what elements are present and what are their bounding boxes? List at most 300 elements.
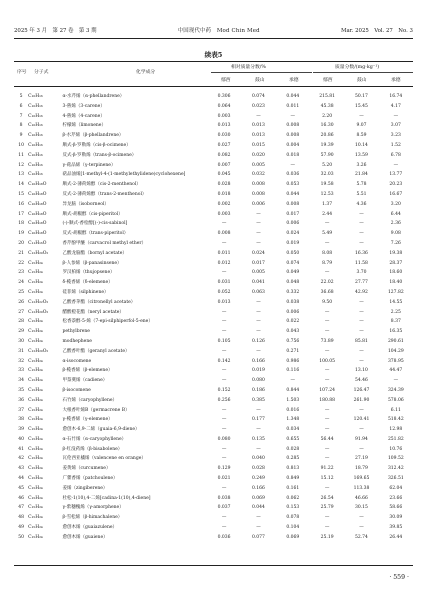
mass-fraction-gushan: — xyxy=(359,515,364,521)
mass-fraction-gushan: — xyxy=(359,211,364,217)
relative-mass-gushan: 0.024 xyxy=(251,250,265,256)
compound-name: β-榄香烯（β-elemene） xyxy=(62,368,113,374)
relative-mass-chengde: 0.655 xyxy=(286,436,300,442)
relative-mass-chengde: 0.271 xyxy=(286,348,300,354)
mass-fraction-chengde: 518.42 xyxy=(387,417,404,423)
mass-fraction-yanxi: 180.88 xyxy=(319,397,335,403)
col-header-index: 序号 xyxy=(17,70,27,75)
mass-fraction-gushan: 13.59 xyxy=(355,152,368,158)
row-index: 46 xyxy=(18,495,24,501)
relative-mass-chengde: 0.849 xyxy=(286,476,300,482)
mass-fraction-chengde: 23.66 xyxy=(389,495,403,501)
mass-fraction-chengde: 13.77 xyxy=(389,172,403,178)
molecular-formula: C₁₀H₁₆ xyxy=(28,123,43,129)
relative-mass-yanxi: — xyxy=(221,240,227,246)
compound-name: 愈创木-6,9-二烯（guaia-6,9-diene） xyxy=(62,427,140,433)
relative-mass-yanxi: 0.142 xyxy=(217,358,231,364)
col-group-relative-mass: 相对质量分数/% xyxy=(231,65,266,70)
row-index: 23 xyxy=(18,270,24,276)
compound-name: 乙酸龙脑酯（bornyl acetate） xyxy=(62,250,127,256)
relative-mass-chengde: 0.285 xyxy=(286,456,300,462)
relative-mass-gushan: 0.249 xyxy=(251,476,265,482)
mass-fraction-yanxi: 12.53 xyxy=(320,191,334,197)
mass-fraction-chengde: 3.23 xyxy=(390,133,401,139)
table-row xyxy=(14,415,413,425)
mass-fraction-gushan: 52.74 xyxy=(355,534,368,540)
relative-mass-chengde: 0.018 xyxy=(286,152,300,158)
mass-fraction-gushan: 9.07 xyxy=(356,123,367,129)
row-index: 11 xyxy=(18,152,24,158)
relative-mass-yanxi: 0.028 xyxy=(217,182,231,188)
row-index: 41 xyxy=(18,446,24,452)
compound-name: 广藿香烯（patchoulene） xyxy=(62,476,118,482)
table-row xyxy=(14,484,413,494)
molecular-formula: C₁₀H₁₈O xyxy=(28,221,47,227)
molecular-formula: C₁₀H₁₆ xyxy=(28,94,43,99)
relative-mass-chengde: 0.062 xyxy=(286,495,300,501)
mass-fraction-chengde: 324.39 xyxy=(387,387,404,393)
relative-mass-yanxi: 0.052 xyxy=(217,289,231,295)
mass-fraction-yanxi: 5.20 xyxy=(322,162,333,168)
table-header-rule xyxy=(14,86,413,87)
relative-mass-gushan: — xyxy=(256,329,261,335)
molecular-formula: C₁₀H₁₆ xyxy=(28,133,43,139)
table-row xyxy=(14,327,413,337)
mass-fraction-gushan: 5.78 xyxy=(356,182,367,188)
table-row xyxy=(14,308,413,318)
molecular-formula: C₁₅H₂₄ xyxy=(28,368,43,374)
table-row xyxy=(14,366,413,376)
relative-mass-yanxi: 0.018 xyxy=(217,191,231,197)
compound-name: 顺式-2-薄荷烯醇（cis-2-menthenol） xyxy=(62,182,141,188)
row-index: 9 xyxy=(19,133,23,139)
row-index: 42 xyxy=(18,456,24,462)
compound-name: 柠檬烯（limonene） xyxy=(62,123,106,129)
mass-fraction-chengde: 8.37 xyxy=(390,319,401,325)
mass-fraction-gushan: — xyxy=(359,446,364,452)
mass-fraction-gushan: 3.70 xyxy=(356,270,367,276)
mass-fraction-gushan: 30.15 xyxy=(355,505,368,511)
relative-mass-gushan: 0.008 xyxy=(251,191,265,197)
header-rule xyxy=(14,38,413,39)
relative-mass-yanxi: — xyxy=(221,368,227,374)
table-row xyxy=(14,533,413,543)
relative-mass-gushan: — xyxy=(256,348,261,354)
relative-mass-yanxi: 0.021 xyxy=(217,476,231,482)
relative-mass-yanxi: 0.031 xyxy=(217,280,231,286)
relative-mass-chengde: 0.986 xyxy=(286,358,300,364)
table-row xyxy=(14,298,413,308)
relative-mass-chengde: 0.844 xyxy=(286,387,300,393)
table-row xyxy=(14,161,413,171)
mass-fraction-gushan: 3.26 xyxy=(356,162,367,168)
mass-fraction-chengde: 290.61 xyxy=(387,338,404,344)
molecular-formula: C₁₂H₂₂O₂ xyxy=(28,299,49,305)
compound-name: 乙酸香叶酯（geranyl acetate） xyxy=(62,348,130,354)
mass-fraction-yanxi: — xyxy=(324,378,330,384)
relative-mass-chengde: 0.004 xyxy=(286,142,300,148)
relative-mass-yanxi: 0.105 xyxy=(217,338,231,344)
molecular-formula: C₁₅H₂₄ xyxy=(28,319,43,325)
molecular-formula: C₁₅H₂₄ xyxy=(28,436,43,442)
compound-name: 甲萘薁烯（cadiene） xyxy=(62,378,108,384)
table-row xyxy=(14,494,413,504)
mass-fraction-yanxi: 215.81 xyxy=(319,94,335,99)
mass-fraction-chengde: 12.98 xyxy=(389,427,403,433)
relative-mass-gushan: — xyxy=(256,240,261,246)
relative-mass-yanxi: 0.256 xyxy=(217,397,231,403)
mass-fraction-gushan: — xyxy=(359,348,364,354)
mass-fraction-chengde: 39.85 xyxy=(389,525,403,531)
relative-mass-chengde: 0.008 xyxy=(286,201,300,207)
relative-mass-yanxi: 0.008 xyxy=(217,231,231,237)
molecular-formula: C₁₀H₁₆ xyxy=(28,152,43,158)
mass-fraction-yanxi: 20.86 xyxy=(320,133,334,139)
relative-mass-yanxi: — xyxy=(221,446,227,452)
molecular-formula: C₁₅H₂₄ xyxy=(28,476,43,482)
row-index: 33 xyxy=(18,368,24,374)
mass-fraction-chengde: 18.40 xyxy=(389,280,403,286)
mass-fraction-gushan: 85.81 xyxy=(355,338,368,344)
relative-mass-gushan: 0.074 xyxy=(251,94,265,99)
relative-mass-gushan: 0.020 xyxy=(251,152,265,158)
compound-name: 反式-2-薄荷烯醇（trans-2-menthenol） xyxy=(62,191,147,197)
relative-mass-gushan: 0.008 xyxy=(251,182,265,188)
relative-mass-chengde: 0.116 xyxy=(286,368,300,374)
compound-name: 萜品油烯[1-methyl-4-(1-methylethylidene)cyclohexene] xyxy=(62,172,186,178)
relative-mass-yanxi: 0.012 xyxy=(217,260,231,266)
row-index: 32 xyxy=(18,358,24,364)
mass-fraction-chengde: — xyxy=(393,162,399,168)
relative-mass-yanxi: 0.152 xyxy=(217,387,231,393)
mass-fraction-chengde: 109.52 xyxy=(387,456,404,462)
table-row xyxy=(14,386,413,396)
relative-mass-chengde: 0.044 xyxy=(286,191,300,197)
relative-mass-gushan: — xyxy=(256,221,261,227)
mass-fraction-chengde: 2.25 xyxy=(390,309,401,315)
compound-name: 石竹烯（caryophyllene） xyxy=(62,397,118,403)
molecular-formula: C₁₀H₁₆ xyxy=(28,142,43,148)
molecular-formula: C₁₀H₁₈O xyxy=(28,231,47,237)
row-index: 38 xyxy=(18,417,24,423)
mass-fraction-gushan: — xyxy=(359,329,364,335)
mass-fraction-yanxi: 36.68 xyxy=(320,289,334,295)
table-row xyxy=(14,131,413,141)
mass-fraction-gushan: — xyxy=(359,231,364,237)
compound-name: 反式-β-罗勒烯（trans-β-ocimene） xyxy=(62,152,137,158)
row-index: 48 xyxy=(18,515,24,521)
mass-fraction-yanxi: — xyxy=(324,221,330,227)
compound-name: 瓦伦西亚橘烯（valencene en orange） xyxy=(62,456,146,462)
mass-fraction-gushan: — xyxy=(359,221,364,227)
mass-fraction-chengde: 62.04 xyxy=(389,485,403,491)
relative-mass-chengde: 0.017 xyxy=(286,211,300,217)
molecular-formula: C₁₅H₂₄ xyxy=(28,417,43,423)
site-header: 鄢西 xyxy=(221,78,231,83)
mass-fraction-yanxi: — xyxy=(324,368,330,374)
mass-fraction-gushan: — xyxy=(359,319,364,325)
relative-mass-yanxi: 0.045 xyxy=(217,172,231,178)
row-index: 7 xyxy=(19,113,23,119)
compound-name: δ-榄香烯（δ-elemene） xyxy=(62,280,113,286)
mass-fraction-yanxi: — xyxy=(324,309,330,315)
relative-mass-yanxi: 0.003 xyxy=(217,211,231,217)
molecular-formula: C₁₀H₁₆ xyxy=(28,172,43,178)
row-index: 36 xyxy=(18,397,24,403)
row-index: 12 xyxy=(18,162,24,168)
relative-mass-gushan: 0.177 xyxy=(251,417,265,423)
relative-mass-chengde: 0.074 xyxy=(286,260,300,266)
relative-mass-yanxi: — xyxy=(221,515,227,521)
mass-fraction-yanxi: 73.89 xyxy=(320,338,334,344)
molecular-formula: C₁₅H₂₄ xyxy=(28,534,43,540)
molecular-formula: C₁₅H₂₄ xyxy=(28,289,43,295)
relative-mass-yanxi: 0.129 xyxy=(217,466,231,472)
mass-fraction-chengde: 104.29 xyxy=(387,348,404,354)
mass-fraction-chengde: 1.52 xyxy=(390,142,401,148)
mass-fraction-yanxi: — xyxy=(324,417,330,423)
relative-mass-chengde: 0.006 xyxy=(286,221,300,227)
table-row xyxy=(14,121,413,131)
molecular-formula: C₁₅H₂₄ xyxy=(28,505,43,511)
mass-fraction-gushan: 10.14 xyxy=(355,142,368,148)
table-row xyxy=(14,337,413,347)
mass-fraction-yanxi: — xyxy=(324,427,330,433)
relative-mass-chengde: 0.019 xyxy=(286,240,300,246)
site-header: 鼓山 xyxy=(357,78,367,83)
mass-fraction-chengde: 20.23 xyxy=(389,182,403,188)
relative-mass-gushan: 0.166 xyxy=(251,485,265,491)
table-row xyxy=(14,151,413,161)
relative-mass-gushan: — xyxy=(256,211,261,217)
row-index: 16 xyxy=(18,201,24,207)
row-index: 21 xyxy=(18,250,24,256)
relative-mass-gushan: 0.019 xyxy=(251,368,265,374)
mass-fraction-gushan: 46.66 xyxy=(355,495,368,501)
mass-fraction-yanxi: — xyxy=(324,319,330,325)
relative-mass-chengde: 0.044 xyxy=(286,94,300,99)
relative-mass-chengde: 0.049 xyxy=(286,270,300,276)
relative-mass-gushan: — xyxy=(256,407,261,413)
relative-mass-yanxi: — xyxy=(221,319,227,325)
relative-mass-yanxi: — xyxy=(221,270,227,276)
row-index: 25 xyxy=(18,289,24,295)
table-row xyxy=(14,376,413,386)
relative-mass-chengde: 0.078 xyxy=(286,515,300,521)
compound-name: β-水芹烯（β-phellandrene） xyxy=(62,133,124,139)
mass-fraction-chengde: 19.38 xyxy=(389,250,403,256)
relative-mass-gushan: 0.126 xyxy=(251,338,265,344)
mass-fraction-chengde: 578.06 xyxy=(387,397,404,403)
table-row xyxy=(14,445,413,455)
mass-fraction-gushan: 120.41 xyxy=(353,417,370,423)
molecular-formula: C₁₅H₂₄ xyxy=(28,387,43,393)
compound-name: β-isocomene xyxy=(62,387,91,393)
mass-fraction-yanxi: 5.49 xyxy=(322,231,333,237)
mass-fraction-yanxi: 56.44 xyxy=(320,436,334,442)
col-header-compound: 化学成分 xyxy=(136,70,156,75)
relative-mass-gushan: 0.069 xyxy=(251,495,265,501)
relative-mass-chengde: 0.048 xyxy=(286,280,300,286)
relative-mass-gushan: 0.013 xyxy=(251,133,265,139)
row-index: 29 xyxy=(18,329,24,335)
relative-mass-gushan: 0.063 xyxy=(251,289,265,295)
compound-name: 4-蒈烯（4-carene） xyxy=(62,113,105,119)
mass-fraction-chengde: 18.60 xyxy=(389,270,403,276)
molecular-formula: C₁₅H₂₄ xyxy=(28,329,43,335)
table-row xyxy=(14,268,413,278)
mass-fraction-yanxi: 25.79 xyxy=(320,505,334,511)
compound-name: 香芹酚甲醚（carvacrol methyl ether） xyxy=(62,240,147,246)
relative-mass-chengde: 0.028 xyxy=(286,446,300,452)
mass-fraction-yanxi: — xyxy=(324,446,330,452)
row-index: 31 xyxy=(18,348,24,354)
mass-fraction-yanxi: 2.44 xyxy=(322,211,333,217)
molecular-formula: C₁₅H₂₄ xyxy=(28,338,43,344)
relative-mass-gushan: — xyxy=(256,427,261,433)
mass-fraction-yanxi: 25.19 xyxy=(320,534,334,540)
relative-mass-chengde: — xyxy=(290,113,296,119)
table-row xyxy=(14,474,413,484)
relative-mass-yanxi: 0.080 xyxy=(217,436,231,442)
relative-mass-yanxi: 0.003 xyxy=(217,113,231,119)
row-index: 49 xyxy=(18,525,24,531)
relative-mass-chengde: 0.008 xyxy=(286,123,300,129)
mass-fraction-yanxi: 32.03 xyxy=(320,172,334,178)
mass-fraction-gushan: 4.36 xyxy=(356,201,367,207)
compound-name: 顺式-胡椒醇（cis-piperitol） xyxy=(62,211,123,217)
row-index: 37 xyxy=(18,407,24,413)
relative-mass-yanxi: 0.306 xyxy=(217,94,231,99)
molecular-formula: C₁₅H₂₄ xyxy=(28,466,43,472)
relative-mass-gushan: 0.040 xyxy=(251,456,265,462)
mass-fraction-chengde: 6.78 xyxy=(390,152,401,158)
mass-fraction-gushan: 15.45 xyxy=(355,103,368,109)
compound-name: 顺式-β-罗勒烯（cis-β-ocimene） xyxy=(62,142,131,148)
table-body xyxy=(14,92,413,543)
mass-fraction-chengde: 44.47 xyxy=(389,368,403,374)
mass-fraction-chengde: 16.35 xyxy=(389,329,403,335)
molecular-formula: C₁₅H₂₄ xyxy=(28,280,43,286)
row-index: 6 xyxy=(19,103,23,109)
mass-fraction-chengde: 26.44 xyxy=(389,534,403,540)
molecular-formula: C₁₅H₂₄ xyxy=(28,270,43,276)
table-row xyxy=(14,112,413,122)
compound-name: 松香萘醇-5-烯（7-epi-silphiperfol-5-ene） xyxy=(62,319,153,325)
mass-fraction-chengde: 6.44 xyxy=(390,211,401,217)
relative-mass-chengde: 0.104 xyxy=(286,525,300,531)
relative-mass-gushan: — xyxy=(256,319,261,325)
row-index: 30 xyxy=(18,338,24,344)
mass-fraction-chengde: 127.82 xyxy=(387,289,404,295)
relative-mass-gushan: 0.005 xyxy=(251,270,265,276)
compound-name: (-)-顺式-香桧醇[(-)-cis-sabinol] xyxy=(62,221,128,227)
compound-name: β-雪松烯（β-himachalene） xyxy=(62,515,123,521)
relative-mass-chengde: 0.034 xyxy=(286,427,300,433)
compound-name: 3-蒈烯（3-carene） xyxy=(62,103,105,109)
molecular-formula: C₁₅H₂₄ xyxy=(28,427,43,433)
journal-name: 中国现代中药 Mod Chin Med xyxy=(177,28,260,34)
relative-mass-gushan: 0.041 xyxy=(251,280,265,286)
compound-name: 愈创木烯（guaiazulene） xyxy=(62,525,118,531)
relative-mass-chengde: 0.756 xyxy=(286,338,300,344)
mass-fraction-gushan: — xyxy=(359,299,364,305)
relative-mass-chengde: 0.008 xyxy=(286,133,300,139)
relative-mass-chengde: 0.024 xyxy=(286,231,300,237)
relative-mass-yanxi: — xyxy=(221,525,227,531)
table-row xyxy=(14,406,413,416)
mass-fraction-gushan: — xyxy=(359,407,364,413)
row-index: 27 xyxy=(18,309,24,315)
mass-fraction-chengde: 378.95 xyxy=(387,358,404,364)
mass-fraction-gushan: — xyxy=(359,309,364,315)
molecular-formula: C₁₀H₁₆ xyxy=(28,162,43,168)
row-index: 45 xyxy=(18,485,24,491)
mass-fraction-gushan: 27.77 xyxy=(355,280,368,286)
issue-info-english: Mar. 2025 Vol. 27 No. 3 xyxy=(340,28,413,34)
mass-fraction-yanxi: 19.39 xyxy=(320,142,334,148)
relative-mass-gushan: 0.023 xyxy=(251,103,265,109)
compound-table xyxy=(14,92,413,543)
compound-name: γ-榄香烯（γ-elemene） xyxy=(62,417,113,423)
compound-name: 醋酸橙花酯（neryl acetate） xyxy=(62,309,124,315)
mass-fraction-gushan: 261.90 xyxy=(353,397,370,403)
mass-fraction-yanxi: — xyxy=(324,270,330,276)
mass-fraction-chengde: 14.55 xyxy=(389,299,403,305)
table-row xyxy=(14,503,413,513)
row-index: 47 xyxy=(18,505,24,511)
compound-name: 大根香叶烯B（germacrene B） xyxy=(62,407,130,413)
relative-mass-chengde: 0.161 xyxy=(286,485,300,491)
molecular-formula: C₁₅H₂₄ xyxy=(28,525,43,531)
group-rule-relative xyxy=(211,72,312,73)
table-row xyxy=(14,219,413,229)
relative-mass-gushan: 0.135 xyxy=(251,436,265,442)
mass-fraction-chengde: 4.17 xyxy=(390,103,401,109)
mass-fraction-gushan: 113.38 xyxy=(353,485,370,491)
table-row xyxy=(14,239,413,249)
mass-fraction-gushan: 91.94 xyxy=(355,436,368,442)
compound-name: modhephene xyxy=(62,338,92,344)
relative-mass-chengde: 1.348 xyxy=(286,417,300,423)
mass-fraction-yanxi: — xyxy=(324,485,330,491)
compound-name: pethylbrene xyxy=(62,329,90,335)
mass-fraction-chengde: 6.11 xyxy=(390,407,401,413)
molecular-formula: C₁₂H₂₀O₂ xyxy=(28,348,49,354)
mass-fraction-gushan: 11.58 xyxy=(355,260,368,266)
mass-fraction-gushan: 13.10 xyxy=(355,368,368,374)
relative-mass-yanxi: 0.082 xyxy=(217,152,231,158)
compound-name: 乙酸香茅酯（citronellyl acetate） xyxy=(62,299,136,305)
compound-name: 硅菲烯（silphinene） xyxy=(62,289,109,295)
relative-mass-yanxi: 0.007 xyxy=(217,162,231,168)
relative-mass-yanxi: — xyxy=(221,309,227,315)
mass-fraction-yanxi: 16.30 xyxy=(320,123,334,129)
relative-mass-chengde: 0.050 xyxy=(286,250,300,256)
mass-fraction-chengde: 16.67 xyxy=(389,191,403,197)
relative-mass-chengde: 0.006 xyxy=(286,309,300,315)
mass-fraction-yanxi: — xyxy=(324,240,330,246)
mass-fraction-chengde: 58.66 xyxy=(389,505,403,511)
relative-mass-gushan: 0.186 xyxy=(251,387,265,393)
table-row xyxy=(14,396,413,406)
table-title: 续表5 xyxy=(204,51,223,59)
molecular-formula: C₁₀H₁₈O xyxy=(28,201,47,207)
relative-mass-gushan: — xyxy=(256,525,261,531)
mass-fraction-yanxi: 8.79 xyxy=(322,260,333,266)
molecular-formula: C₁₀H₁₈O xyxy=(28,182,47,188)
mass-fraction-chengde: 326.51 xyxy=(387,476,404,482)
